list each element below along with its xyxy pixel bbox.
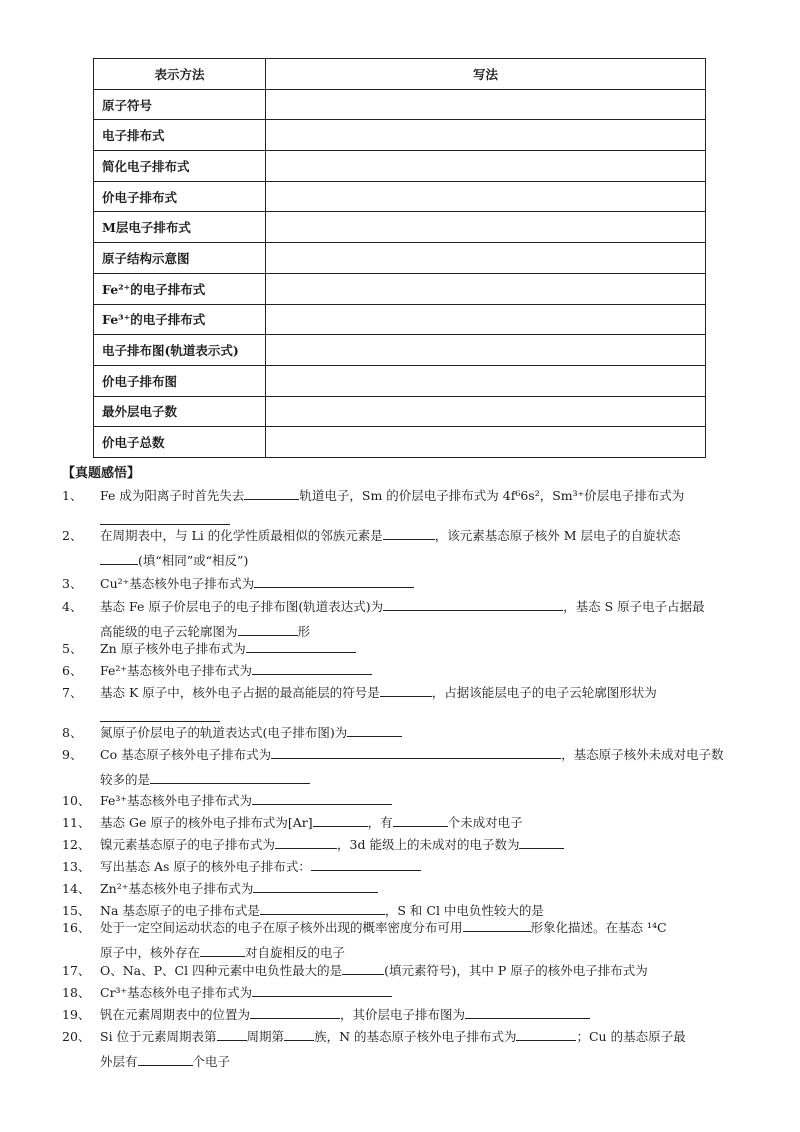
table-row-label: 简化电子排布式 xyxy=(94,151,266,182)
answer-cell[interactable] xyxy=(266,304,706,335)
answer-cell[interactable] xyxy=(266,243,706,274)
question-14: 14、 Zn²⁺基态核外电子排布式为 xyxy=(62,876,762,901)
table-header-method: 表示方法 xyxy=(94,59,266,90)
question-10: 10、 Fe³⁺基态核外电子排布式为 xyxy=(62,788,762,813)
blank[interactable] xyxy=(383,597,563,611)
blank[interactable] xyxy=(516,1027,576,1041)
answer-cell[interactable] xyxy=(266,181,706,212)
blank[interactable] xyxy=(238,622,298,636)
table-row-label: 价电子排布图 xyxy=(94,365,266,396)
question-4: 4、 基态 Fe 原子价层电子的电子排布图(轨道表达式)为 ，基态 S 原子电子占据最 高能级的电子云轮廓图为 形 xyxy=(62,599,705,639)
table-row-label: 最外层电子数 xyxy=(94,396,266,427)
answer-cell[interactable] xyxy=(266,335,706,366)
blank[interactable] xyxy=(250,1005,340,1019)
question-2: 2、 在周期表中，与 Li 的化学性质最相似的邻族元素是 ，该元素基态原子核外 M 层电子的自旋状态 (填“相同”或“相反”) xyxy=(62,528,681,568)
answer-cell[interactable] xyxy=(266,427,706,458)
answer-cell[interactable] xyxy=(266,365,706,396)
blank[interactable] xyxy=(244,486,299,500)
blank[interactable] xyxy=(313,813,368,827)
notation-table xyxy=(93,58,706,458)
blank[interactable] xyxy=(284,1027,314,1041)
blank[interactable] xyxy=(311,857,421,871)
blank[interactable] xyxy=(271,745,561,759)
question-19: 19、 钒在元素周期表中的位置为 ，其价层电子排布图为 xyxy=(62,1002,762,1027)
question-12: 12、 镍元素基态原子的电子排布式为 ，3d 能级上的未成对的电子数为 xyxy=(62,832,762,857)
blank[interactable] xyxy=(254,574,414,588)
question-17: 17、 O、Na、P、Cl 四种元素中电负性最大的是 (填元素符号)，其中 P 原子的核外电子排布式为 xyxy=(62,963,648,978)
table-row-label: 原子结构示意图 xyxy=(94,243,266,274)
blank[interactable] xyxy=(463,918,531,932)
blank[interactable] xyxy=(383,526,435,540)
table-row-label: M层电子排布式 xyxy=(94,212,266,243)
question-9: 9、 Co 基态原子核外电子排布式为 ，基态原子核外未成对电子数 较多的是 xyxy=(62,747,724,787)
blank[interactable] xyxy=(260,901,385,915)
question-11: 11、 基态 Ge 原子的核外电子排布式为[Ar] ，有 个未成对电子 xyxy=(62,815,523,830)
blank[interactable] xyxy=(100,551,138,565)
blank[interactable] xyxy=(217,1027,247,1041)
table-row-label: 原子符号 xyxy=(94,89,266,120)
table-row-label: 价电子排布式 xyxy=(94,181,266,212)
blank[interactable] xyxy=(252,661,372,675)
blank[interactable] xyxy=(252,791,392,805)
question-16: 16、 处于一定空间运动状态的电子在原子核外出现的概率密度分布可用 形象化描述。在基态 ¹⁴C 原子中，核外存在 对自旋相反的电子 xyxy=(62,920,667,960)
question-7: 7、 基态 K 原子中，核外电子占据的最高能层的符号是 ，占据该能层电子的电子云轮廓图形状为 xyxy=(62,680,762,730)
table-row-label: Fe²⁺的电子排布式 xyxy=(94,273,266,304)
answer-cell[interactable] xyxy=(266,89,706,120)
question-1: 1、 Fe 成为阳离子时首先失去 轨道电子，Sm 的价层电子排布式为 4f⁶6s²，Sm³⁺价层电子排布式为 xyxy=(62,483,762,533)
table-row-label: 价电子总数 xyxy=(94,427,266,458)
answer-cell[interactable] xyxy=(266,396,706,427)
blank[interactable] xyxy=(150,770,310,784)
table-row-label: 电子排布式 xyxy=(94,120,266,151)
answer-cell[interactable] xyxy=(266,151,706,182)
blank[interactable] xyxy=(246,639,356,653)
question-6: 6、 Fe²⁺基态核外电子排布式为 xyxy=(62,658,762,683)
question-8: 8、 氮原子价层电子的轨道表达式(电子排布图)为 xyxy=(62,720,762,745)
blank[interactable] xyxy=(465,1005,590,1019)
question-13: 13、 写出基态 As 原子的核外电子排布式： xyxy=(62,854,762,879)
table-row-label: Fe³⁺的电子排布式 xyxy=(94,304,266,335)
blank[interactable] xyxy=(393,813,448,827)
answer-cell[interactable] xyxy=(266,273,706,304)
answer-cell[interactable] xyxy=(266,120,706,151)
blank[interactable] xyxy=(519,835,564,849)
table-header-writing: 写法 xyxy=(266,59,706,90)
table-row-label: 电子排布图(轨道表示式) xyxy=(94,335,266,366)
question-5: 5、 Zn 原子核外电子排布式为 xyxy=(62,636,762,661)
blank[interactable] xyxy=(347,723,402,737)
question-3: 3、 Cu²⁺基态核外电子排布式为 xyxy=(62,571,762,596)
blank[interactable] xyxy=(252,983,392,997)
blank[interactable] xyxy=(380,683,432,697)
blank[interactable] xyxy=(275,835,337,849)
blank[interactable] xyxy=(200,943,245,957)
question-18: 18、 Cr³⁺基态核外电子排布式为 xyxy=(62,980,762,1005)
section-title: 【真题感悟】 xyxy=(62,466,141,481)
blank[interactable] xyxy=(138,1052,193,1066)
question-20: 20、 Si 位于元素周期表第 周期第 族，N 的基态原子核外电子排布式为 ；Cu 的基态原子最 外层有 个电子 xyxy=(62,1029,686,1069)
question-15: 15、 Na 基态原子的电子排布式是 ，S 和 Cl 中电负性较大的是 xyxy=(62,903,544,918)
answer-cell[interactable] xyxy=(266,212,706,243)
blank[interactable] xyxy=(253,879,378,893)
blank[interactable] xyxy=(342,961,384,975)
